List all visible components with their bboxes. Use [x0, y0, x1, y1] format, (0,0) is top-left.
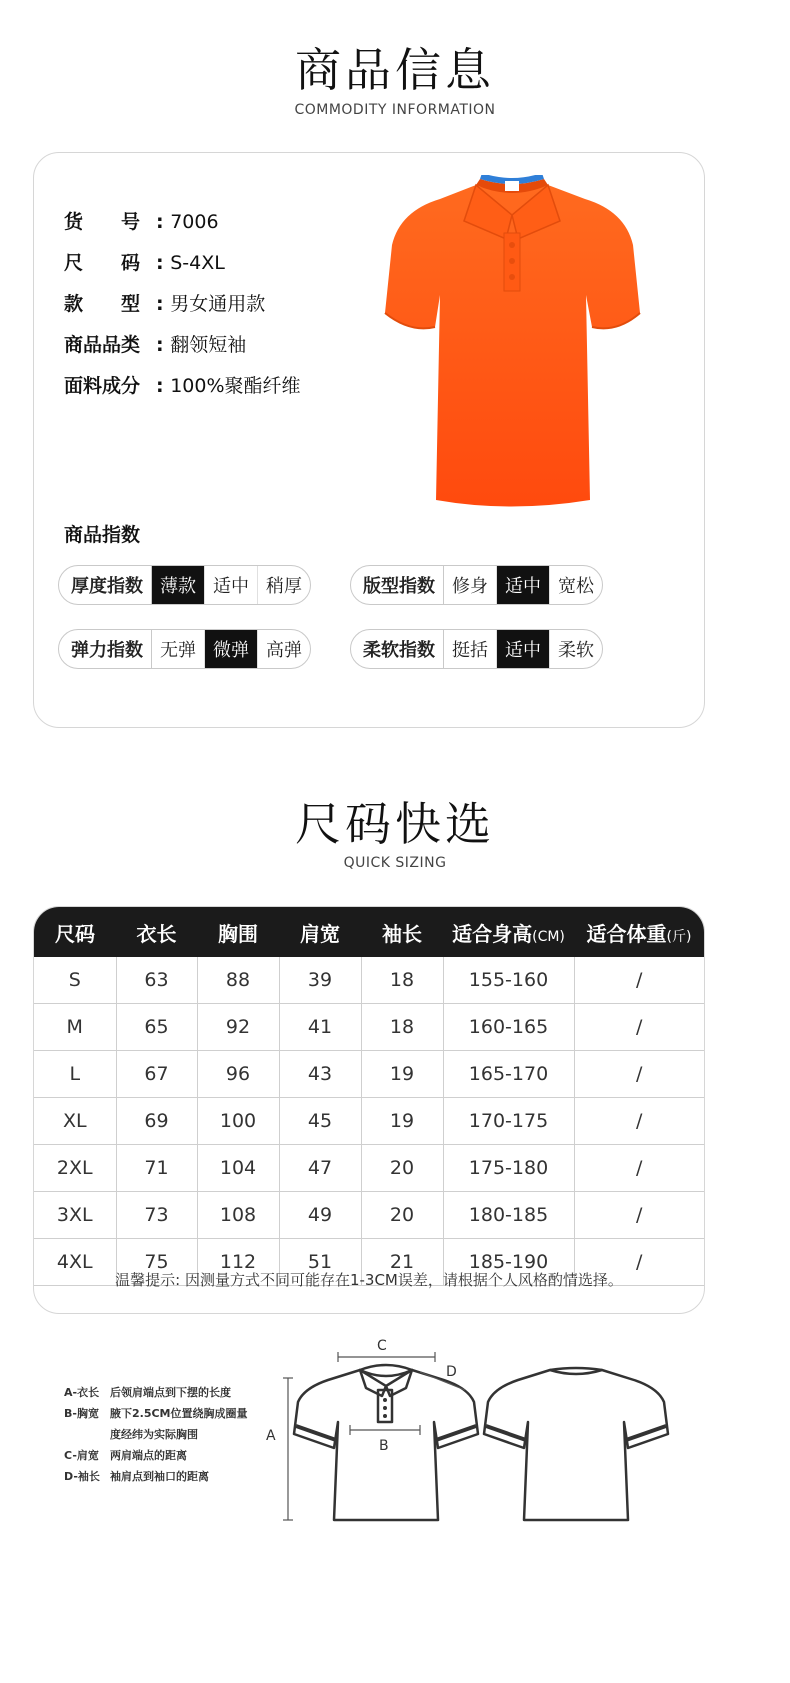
measure-legend	[64, 1382, 248, 1487]
info-row	[64, 371, 301, 398]
size-note: 温馨提示: 因测量方式不同可能存在1-3CM误差，请根据个人风格酌情选择。	[115, 1271, 623, 1289]
index-label: 厚度指数	[59, 566, 152, 604]
table-cell: 170-175	[443, 1098, 574, 1145]
table-cell: L	[34, 1051, 116, 1098]
info-label: 面料成分	[64, 375, 141, 397]
table-cell: 20	[361, 1145, 443, 1192]
size-header-cell	[116, 907, 197, 957]
size-header-text: 胸围	[218, 921, 258, 946]
index-option: 柔软	[558, 640, 594, 661]
size-header-cell	[443, 907, 574, 957]
table-cell: 165-170	[443, 1051, 574, 1098]
table-cell: 71	[116, 1145, 197, 1192]
legend-text: 腋下2.5CM位置绕胸成圈量	[110, 1407, 248, 1420]
table-row	[34, 1145, 704, 1192]
size-header-cell	[197, 907, 279, 957]
index-option: 修身	[444, 566, 497, 604]
polo-shirt-image	[380, 175, 645, 510]
shirt-back-outline	[484, 1368, 668, 1520]
size-header-unit: (斤)	[666, 928, 692, 945]
commodity-title: 商品信息	[295, 43, 495, 97]
table-cell: 88	[197, 957, 279, 1004]
legend-text: 袖肩点到袖口的距离	[110, 1470, 209, 1483]
legend-item	[64, 1445, 248, 1466]
table-row	[34, 1192, 704, 1239]
size-header-cell	[279, 907, 361, 957]
size-header-text: 适合体重	[586, 921, 667, 946]
table-cell: /	[574, 957, 704, 1004]
index-option: 高弹	[266, 640, 302, 661]
table-cell: 49	[279, 1192, 361, 1239]
table-cell: 73	[116, 1192, 197, 1239]
table-cell: 43	[279, 1051, 361, 1098]
info-label: 尺 码	[64, 252, 141, 274]
table-cell: 65	[116, 1004, 197, 1051]
info-label: 款 型	[64, 293, 141, 315]
table-cell: 160-165	[443, 1004, 574, 1051]
table-cell: 175-180	[443, 1145, 574, 1192]
info-value: 男女通用款	[170, 293, 266, 315]
table-cell: 47	[279, 1145, 361, 1192]
table-cell: 96	[197, 1051, 279, 1098]
table-cell: 18	[361, 957, 443, 1004]
table-cell: 21	[361, 1239, 443, 1286]
table-cell: 41	[279, 1004, 361, 1051]
size-table	[34, 907, 704, 1286]
info-separator: :	[156, 293, 171, 315]
size-header-cell	[34, 907, 116, 957]
info-value: 翻领短袖	[170, 334, 247, 356]
legend-item	[64, 1424, 248, 1445]
size-header-cell	[361, 907, 443, 957]
info-row	[64, 248, 225, 275]
table-cell: 92	[197, 1004, 279, 1051]
info-row	[64, 289, 265, 316]
table-cell: 3XL	[34, 1192, 116, 1239]
table-cell: 63	[116, 957, 197, 1004]
info-separator: :	[156, 211, 171, 233]
table-cell: 39	[279, 957, 361, 1004]
info-label: 商品品类	[64, 334, 141, 356]
legend-key: C-肩宽	[64, 1449, 99, 1462]
info-value: 100%聚酯纤维	[170, 375, 301, 397]
table-cell: S	[34, 957, 116, 1004]
legend-key: B-胸宽	[64, 1407, 99, 1420]
size-header-text: 适合身高	[452, 921, 533, 946]
index-option: 适中	[205, 566, 258, 604]
table-cell: /	[574, 1004, 704, 1051]
label-c: C	[377, 1338, 387, 1354]
info-row	[64, 330, 246, 357]
table-cell: 2XL	[34, 1145, 116, 1192]
table-cell: 19	[361, 1098, 443, 1145]
info-value: S-4XL	[170, 252, 225, 274]
info-value: 7006	[170, 211, 219, 233]
table-cell: 155-160	[443, 957, 574, 1004]
elasticity-index	[58, 629, 311, 669]
table-cell: 104	[197, 1145, 279, 1192]
info-separator: :	[156, 375, 171, 397]
index-option: 薄款	[152, 566, 205, 604]
table-cell: 20	[361, 1192, 443, 1239]
index-label: 柔软指数	[351, 630, 444, 668]
sizing-subtitle: QUICK SIZING	[343, 855, 447, 871]
table-cell: 18	[361, 1004, 443, 1051]
softness-index	[350, 629, 603, 669]
table-cell: 100	[197, 1098, 279, 1145]
info-separator: :	[156, 334, 171, 356]
index-option: 适中	[497, 630, 550, 668]
label-d: D	[446, 1364, 457, 1380]
size-header-unit: (CM)	[532, 928, 565, 945]
table-cell: 4XL	[34, 1239, 116, 1286]
table-cell: 19	[361, 1051, 443, 1098]
table-cell: 69	[116, 1098, 197, 1145]
legend-text: 度经纬为实际胸围	[110, 1428, 198, 1441]
table-row	[34, 957, 704, 1004]
table-cell: 51	[279, 1239, 361, 1286]
commodity-subtitle: COMMODITY INFORMATION	[294, 102, 496, 118]
table-cell: XL	[34, 1098, 116, 1145]
size-header-cell	[574, 907, 704, 957]
size-chart-card	[33, 906, 705, 1314]
label-a: A	[266, 1428, 276, 1444]
size-header-text: 衣长	[136, 921, 177, 946]
label-b: B	[379, 1438, 389, 1454]
legend-text: 后领肩端点到下摆的长度	[110, 1386, 231, 1399]
measurement-diagram	[260, 1330, 680, 1530]
table-cell: 180-185	[443, 1192, 574, 1239]
table-cell: 67	[116, 1051, 197, 1098]
table-row	[34, 1051, 704, 1098]
fit-index	[350, 565, 603, 605]
legend-text: 两肩端点的距离	[110, 1449, 187, 1462]
table-cell: 108	[197, 1192, 279, 1239]
table-cell: /	[574, 1192, 704, 1239]
legend-item	[64, 1382, 248, 1403]
legend-item	[64, 1403, 248, 1424]
table-row	[34, 1004, 704, 1051]
legend-key: A-衣长	[64, 1386, 100, 1399]
table-cell: /	[574, 1051, 704, 1098]
size-header-text: 袖长	[382, 921, 422, 946]
legend-key: D-袖长	[64, 1470, 100, 1483]
index-option: 宽松	[558, 576, 594, 597]
size-header-text: 肩宽	[300, 921, 340, 946]
index-option: 无弹	[152, 630, 205, 668]
table-cell: /	[574, 1239, 704, 1286]
index-label: 版型指数	[351, 566, 444, 604]
index-label: 弹力指数	[59, 630, 152, 668]
sizing-title: 尺码快选	[295, 797, 495, 851]
table-row	[34, 1098, 704, 1145]
table-cell: /	[574, 1145, 704, 1192]
index-option: 适中	[497, 566, 550, 604]
table-cell: 112	[197, 1239, 279, 1286]
info-row	[64, 207, 219, 234]
index-option: 微弹	[205, 630, 258, 668]
size-header-text: 尺码	[55, 921, 95, 946]
index-option: 稍厚	[266, 576, 302, 597]
table-cell: 75	[116, 1239, 197, 1286]
table-cell: M	[34, 1004, 116, 1051]
table-cell: /	[574, 1098, 704, 1145]
index-option: 挺括	[444, 630, 497, 668]
legend-item	[64, 1466, 248, 1487]
thickness-index	[58, 565, 311, 605]
table-cell: 185-190	[443, 1239, 574, 1286]
table-cell: 45	[279, 1098, 361, 1145]
info-separator: :	[156, 252, 171, 274]
info-label: 货 号	[64, 211, 141, 233]
index-title: 商品指数	[64, 524, 141, 546]
